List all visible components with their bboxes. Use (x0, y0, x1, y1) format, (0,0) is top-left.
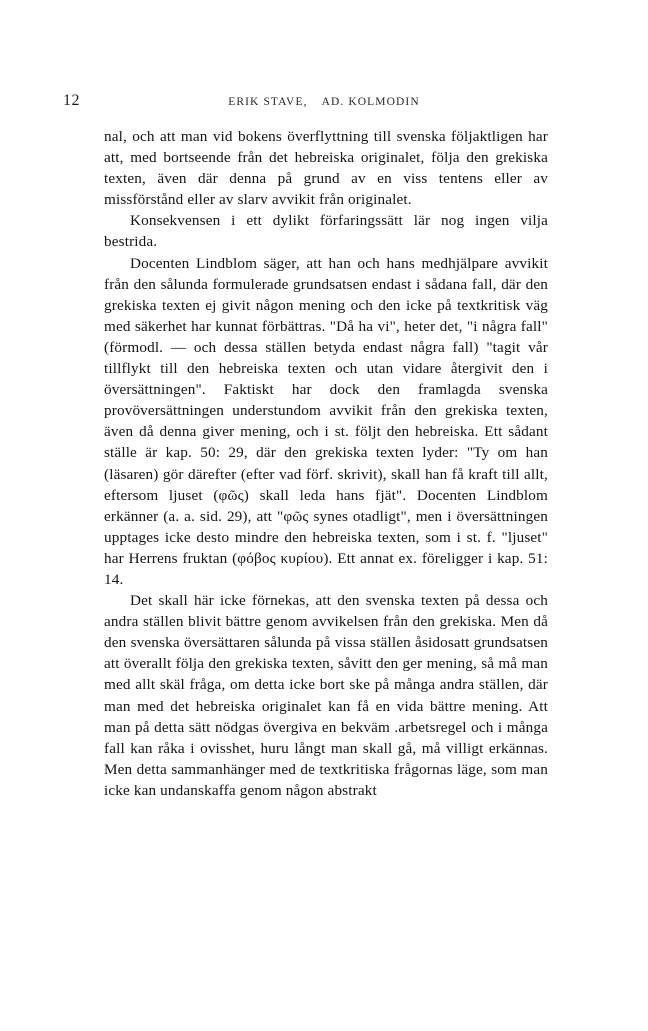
running-head (0, 96, 648, 108)
page-header (0, 92, 648, 110)
page-number: 12 (63, 92, 80, 109)
paragraph-1: nal, och att man vid bokens överflyttning till svenska följaktligen har att, med bortseende från det hebreiska originalet, följa den grekiska texten, även där denna på grund av en viss tentens eller av missförstånd eller av slarv avvikit från originalet. (104, 128, 548, 209)
running-head-left: ERIK STAVE, (228, 96, 308, 108)
running-head-right: AD. KOLMODIN (321, 96, 420, 108)
body-text (104, 126, 548, 801)
paragraph-4: Det skall här icke förnekas, att den svenska texten på dessa och andra ställen blivit bättre genom avvikelsen från den grekiska. Men då den svenska översättaren sålunda på vissa ställen åsidosatt grundsatsen att överallt följa den grekiska texten, såvitt den ger mening, så må man med allt skäl fråga, om detta icke bort ske på många andra ställen, där man med det hebreiska originalet kan få en vida bättre mening. Att man på detta sätt nödgas övergiva en bekväm .arbetsregel och i många fall kan råka i ovisshet, huru långt man skall gå, må villigt erkännas. Men detta sammanhänger med de textkritiska frågornas läge, som man icke kan undanskaffa genom någon abstrakt (104, 592, 548, 799)
paragraph-3: Docenten Lindblom säger, att han och hans medhjälpare avvikit från den sålunda formulerade grundsatsen endast i sådana fall, där den grekiska texten ej givit någon mening och den icke på textkritisk väg med säkerhet har kunnat förbättras. "Då ha vi", heter det, "i några fall" (förmodl. — och dessa ställen betyda endast några fall) "tagit vår tillflykt till den hebreiska texten och utan vidare återgivit den i översättningen". Faktiskt har dock den framlagda svenska provöversättningen understundom avvikit från den grekiska texten, även då denna giver mening, och i st. följt den hebreiska. Ett sådant ställe är kap. 50: 29, där den grekiska texten lyder: "Ty om han (läsaren) gör därefter (efter vad förf. skrivit), skall han få kraft till allt, eftersom ljuset (φῶς) skall leda hans fjät". Docenten Lindblom erkänner (a. a. sid. 29), att "φῶς synes otadligt", men i översättningen upptages icke desto mindre den hebreiska texten, som i st. f. "ljuset" har Herrens fruktan (φόβος κυρίου). Ett annat ex. föreligger i kap. 51: 14. (104, 254, 548, 588)
paragraph-2: Konsekvensen i ett dylikt förfaringssätt lär nog ingen vilja bestrida. (104, 212, 548, 251)
